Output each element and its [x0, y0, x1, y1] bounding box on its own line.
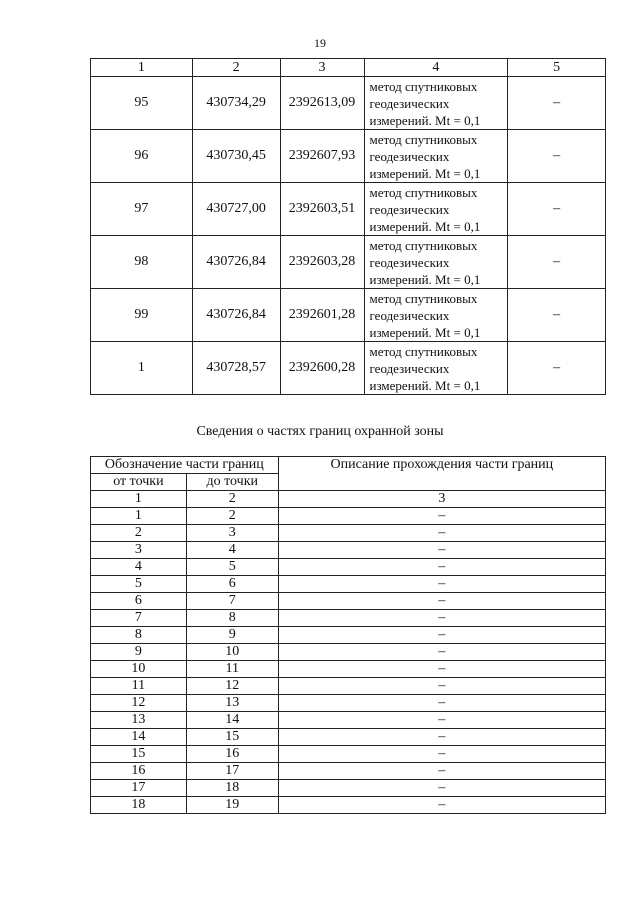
note-cell: –: [508, 342, 606, 395]
from-point-cell: 15: [91, 746, 187, 763]
from-point-header: от точки: [91, 474, 187, 491]
boundary-part-row: [91, 593, 606, 610]
column-number-5: 5: [508, 59, 606, 77]
description-cell: –: [278, 627, 605, 644]
description-cell: –: [278, 644, 605, 661]
from-point-cell: 12: [91, 695, 187, 712]
note-cell: –: [508, 236, 606, 289]
point-number-cell: 99: [91, 289, 193, 342]
from-point-cell: 4: [91, 559, 187, 576]
point-number-cell: 96: [91, 130, 193, 183]
point-number-cell: 97: [91, 183, 193, 236]
boundary-part-row: [91, 797, 606, 814]
from-point-cell: 10: [91, 661, 187, 678]
to-point-cell: 4: [186, 542, 278, 559]
boundary-part-row: [91, 627, 606, 644]
x-coordinate-cell: 430726,84: [192, 236, 280, 289]
method-cell: метод спутниковых геодезических измерений. Mt = 0,1: [364, 130, 508, 183]
note-cell: –: [508, 130, 606, 183]
to-point-cell: 8: [186, 610, 278, 627]
note-cell: –: [508, 289, 606, 342]
coordinates-row: [91, 77, 606, 130]
parts-header-row: [91, 457, 606, 474]
boundary-part-row: [91, 542, 606, 559]
description-cell: –: [278, 797, 605, 814]
group-header: Обозначение части границ: [91, 457, 279, 474]
from-point-cell: 16: [91, 763, 187, 780]
column-number-3: 3: [280, 59, 364, 77]
from-point-cell: 9: [91, 644, 187, 661]
coordinates-table: [90, 58, 606, 395]
boundary-part-row: [91, 644, 606, 661]
parts-number-row: [91, 491, 606, 508]
description-cell: –: [278, 746, 605, 763]
column-number-3: 3: [278, 491, 605, 508]
note-cell: –: [508, 183, 606, 236]
description-cell: –: [278, 610, 605, 627]
to-point-cell: 11: [186, 661, 278, 678]
method-cell: метод спутниковых геодезических измерений. Mt = 0,1: [364, 183, 508, 236]
from-point-cell: 18: [91, 797, 187, 814]
to-point-cell: 7: [186, 593, 278, 610]
x-coordinate-cell: 430727,00: [192, 183, 280, 236]
to-point-cell: 13: [186, 695, 278, 712]
column-number-2: 2: [192, 59, 280, 77]
y-coordinate-cell: 2392603,51: [280, 183, 364, 236]
to-point-cell: 14: [186, 712, 278, 729]
description-cell: –: [278, 780, 605, 797]
coordinates-row: [91, 342, 606, 395]
method-cell: метод спутниковых геодезических измерений. Mt = 0,1: [364, 342, 508, 395]
to-point-cell: 17: [186, 763, 278, 780]
y-coordinate-cell: 2392601,28: [280, 289, 364, 342]
column-number-4: 4: [364, 59, 508, 77]
coordinates-row: [91, 289, 606, 342]
boundary-part-row: [91, 746, 606, 763]
boundary-part-row: [91, 610, 606, 627]
from-point-cell: 3: [91, 542, 187, 559]
x-coordinate-cell: 430734,29: [192, 77, 280, 130]
method-cell: метод спутниковых геодезических измерений. Mt = 0,1: [364, 289, 508, 342]
boundary-part-row: [91, 678, 606, 695]
description-cell: –: [278, 695, 605, 712]
description-cell: –: [278, 678, 605, 695]
y-coordinate-cell: 2392603,28: [280, 236, 364, 289]
description-cell: –: [278, 542, 605, 559]
description-cell: –: [278, 593, 605, 610]
from-point-cell: 13: [91, 712, 187, 729]
y-coordinate-cell: 2392607,93: [280, 130, 364, 183]
boundary-parts-table: [90, 456, 606, 814]
column-number-1: 1: [91, 59, 193, 77]
method-cell: метод спутниковых геодезических измерений. Mt = 0,1: [364, 236, 508, 289]
from-point-cell: 2: [91, 525, 187, 542]
column-number-2: 2: [186, 491, 278, 508]
to-point-cell: 18: [186, 780, 278, 797]
point-number-cell: 98: [91, 236, 193, 289]
coordinates-row: [91, 236, 606, 289]
from-point-cell: 1: [91, 508, 187, 525]
to-point-cell: 10: [186, 644, 278, 661]
to-point-cell: 6: [186, 576, 278, 593]
to-point-cell: 12: [186, 678, 278, 695]
boundary-part-row: [91, 525, 606, 542]
to-point-cell: 3: [186, 525, 278, 542]
to-point-cell: 9: [186, 627, 278, 644]
to-point-cell: 19: [186, 797, 278, 814]
description-cell: –: [278, 661, 605, 678]
y-coordinate-cell: 2392600,28: [280, 342, 364, 395]
y-coordinate-cell: 2392613,09: [280, 77, 364, 130]
coordinates-header-row: [91, 59, 606, 77]
boundary-part-row: [91, 559, 606, 576]
x-coordinate-cell: 430726,84: [192, 289, 280, 342]
boundary-part-row: [91, 729, 606, 746]
boundary-part-row: [91, 695, 606, 712]
point-number-cell: 1: [91, 342, 193, 395]
boundary-part-row: [91, 661, 606, 678]
from-point-cell: 14: [91, 729, 187, 746]
point-number-cell: 95: [91, 77, 193, 130]
from-point-cell: 6: [91, 593, 187, 610]
description-cell: –: [278, 712, 605, 729]
from-point-cell: 8: [91, 627, 187, 644]
boundary-part-row: [91, 712, 606, 729]
from-point-cell: 5: [91, 576, 187, 593]
coordinates-row: [91, 130, 606, 183]
note-cell: –: [508, 77, 606, 130]
from-point-cell: 17: [91, 780, 187, 797]
description-cell: –: [278, 576, 605, 593]
from-point-cell: 7: [91, 610, 187, 627]
method-cell: метод спутниковых геодезических измерений. Mt = 0,1: [364, 77, 508, 130]
boundary-part-row: [91, 780, 606, 797]
x-coordinate-cell: 430728,57: [192, 342, 280, 395]
to-point-cell: 15: [186, 729, 278, 746]
column-number-1: 1: [91, 491, 187, 508]
from-point-cell: 11: [91, 678, 187, 695]
description-cell: –: [278, 508, 605, 525]
description-cell: –: [278, 729, 605, 746]
to-point-cell: 16: [186, 746, 278, 763]
coordinates-row: [91, 183, 606, 236]
description-cell: –: [278, 525, 605, 542]
section-title: Сведения о частях границ охранной зоны: [196, 424, 444, 439]
boundary-part-row: [91, 508, 606, 525]
page-number: 19: [314, 36, 326, 50]
x-coordinate-cell: 430730,45: [192, 130, 280, 183]
description-cell: –: [278, 559, 605, 576]
description-cell: –: [278, 763, 605, 780]
to-point-cell: 2: [186, 508, 278, 525]
to-point-cell: 5: [186, 559, 278, 576]
to-point-header: до точки: [186, 474, 278, 491]
description-header: Описание прохождения части границ: [278, 457, 605, 491]
boundary-part-row: [91, 763, 606, 780]
boundary-part-row: [91, 576, 606, 593]
